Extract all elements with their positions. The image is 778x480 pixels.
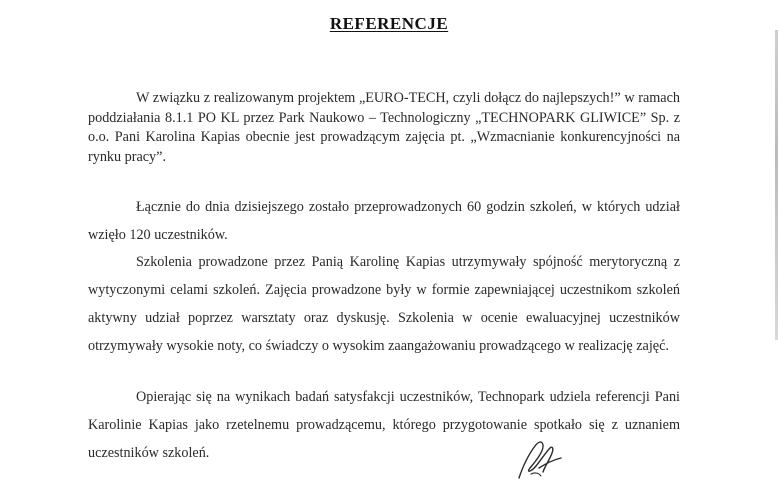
- handwritten-signature: [505, 428, 575, 480]
- paragraph-project-intro: W związku z realizowanym projektem „EURO-TECH, czyli dołącz do najlepszych!” w ramach poddziałania 8.1.1 PO KL przez Park Naukowo – Technologiczny „TECHNOPARK GLIWICE” Sp. z o.o. Pani Karolina Kapias obecnie jest prowadzącym zajęcia pt. „Wzmacnianie konkurencyjności na rynku pracy”.: [88, 90, 680, 166]
- document-title: REFERENCJE: [329, 14, 449, 33]
- paragraph-training-hours: Łącznie do dnia dzisiejszego zostało przeprowadzonych 60 godzin szkoleń, w których udział wzięło 120 uczestników.: [88, 199, 680, 243]
- paragraph-reference-statement: Opierając się na wynikach badań satysfakcji uczestników, Technopark udziela referencji Pani Karolinie Kapias jako rzetelnemu prowadzącemu, którego przygotowanie spotkało się z uznaniem uczestników szkoleń.: [88, 389, 680, 461]
- paragraph-training-quality: Szkolenia prowadzone przez Panią Karolinę Kapias utrzymywały spójność merytoryczną z wytyczonymi celami szkoleń. Zajęcia prowadzone były w formie zapewniającej uczestnikom szkoleń aktywny udział poprzez warsztaty oraz dyskusję. Szkolenia w ocenie ewaluacyjnej uczestników otrzymywały wysokie noty, co świadczy o wysokim zaangażowaniu prowadzącego w realizację zajęć.: [88, 254, 680, 354]
